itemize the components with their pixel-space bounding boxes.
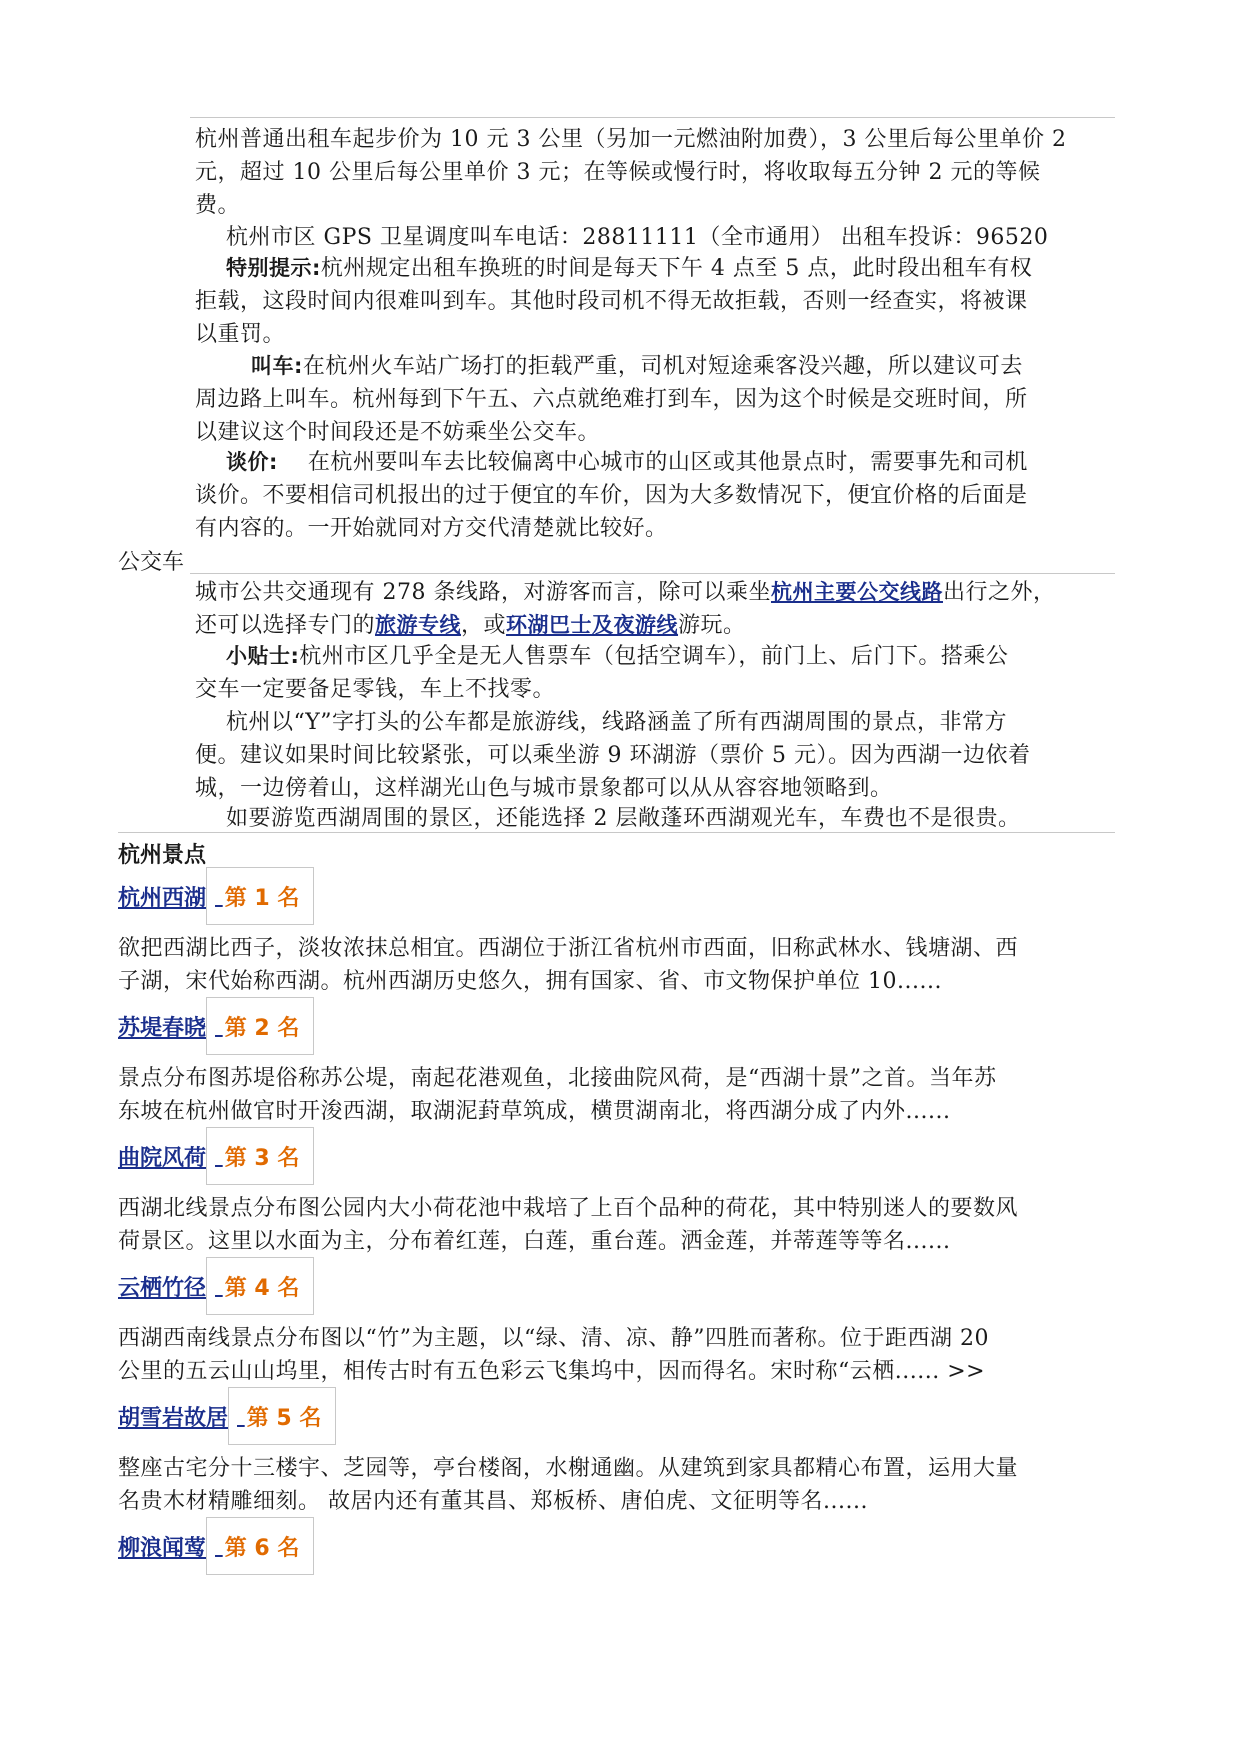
spot-link[interactable]: 柳浪闻莺	[118, 1535, 207, 1561]
text-line	[195, 446, 1028, 479]
spot-row[interactable]	[118, 1126, 314, 1186]
rank-badge	[228, 1387, 336, 1445]
rank-label: 第 5 名	[246, 1405, 322, 1431]
text-line: 西湖北线景点分布图公园内大小荷花池中栽培了上百个品种的荷花，其中特别迷人的要数风	[118, 1196, 1019, 1221]
bus-sightseeing-paragraph	[226, 802, 1021, 835]
spot-row[interactable]	[118, 996, 314, 1056]
text-line: 公里的五云山山坞里，相传古时有五色彩云飞集坞中，因而得名。宋时称“云栖...... >>	[118, 1359, 986, 1384]
text-line	[195, 640, 1008, 673]
rank-label: 第 1 名	[224, 885, 300, 911]
text-span: 城市公共交通现有 278 条线路，对游客而言，除可以乘坐	[195, 580, 771, 605]
spot-description	[118, 1192, 1018, 1258]
text-line	[195, 350, 1028, 383]
spot-row[interactable]	[118, 1516, 314, 1576]
text-line: 周边路上叫车。杭州每到下午五、六点就绝难打到车，因为这个时候是交班时间，所	[195, 387, 1028, 412]
text-span: 游玩。	[678, 613, 746, 638]
text-line: 欲把西湖比西子，淡妆浓抹总相宜。西湖位于浙江省杭州市西面，旧称武林水、钱塘湖、西	[118, 936, 1019, 961]
underline-space	[215, 1274, 223, 1299]
lake-bus-night-tour-link[interactable]: 环湖巴士及夜游线	[506, 613, 679, 637]
bus-tip-paragraph	[195, 640, 1008, 706]
text-line: 便。建议如果时间比较紧张，可以乘坐游 9 环湖游（票价 5 元）。因为西湖一边依着	[195, 743, 1031, 768]
taxi-fare-paragraph	[195, 123, 1066, 222]
text-line	[195, 609, 1056, 642]
rank-badge	[206, 867, 314, 925]
spot-link[interactable]: 杭州西湖	[118, 885, 207, 911]
text-line: 子湖，宋代始称西湖。杭州西湖历史悠久，拥有国家、省、市文物保护单位 10......	[118, 969, 942, 994]
divider	[190, 117, 1115, 118]
underline-space	[215, 1144, 223, 1169]
underline-space	[237, 1404, 245, 1429]
text-line: 荷景区。这里以水面为主，分布着红莲，白莲，重台莲。洒金莲，并蒂莲等等名......	[118, 1229, 951, 1254]
rank-badge	[206, 1257, 314, 1315]
text-line: 拒载，这段时间内很难叫到车。其他时段司机不得无故拒载，否则一经查实，将被课	[195, 289, 1028, 314]
text-span: 还可以选择专门的	[195, 613, 376, 638]
text-line	[195, 576, 1056, 609]
spot-description	[118, 1452, 1018, 1518]
bargain-label: 谈价:	[226, 450, 278, 474]
spot-row[interactable]	[118, 866, 314, 926]
text-span: 在杭州火车站广场打的拒载严重，司机对短途乘客没兴趣，所以建议可去	[302, 354, 1023, 379]
spot-description	[118, 1322, 989, 1388]
divider	[118, 832, 1115, 833]
bus-heading: 公交车	[118, 550, 185, 575]
underline-space	[215, 1014, 223, 1039]
spot-link[interactable]: 曲院风荷	[118, 1145, 207, 1171]
text-line	[195, 706, 1030, 739]
text-line: 整座古宅分十三楼宇、芝园等，亭台楼阁，水榭通幽。从建筑到家具都精心布置，运用大量	[118, 1456, 1019, 1481]
rank-badge	[206, 1127, 314, 1185]
text-line: 以建议这个时间段还是不妨乘坐公交车。	[195, 420, 601, 445]
tip-label: 特别提示:	[226, 256, 321, 280]
underline-space	[215, 884, 223, 909]
spots-heading: 杭州景点	[118, 843, 207, 868]
taxi-tip-paragraph	[195, 252, 1032, 351]
taxi-bargain-paragraph	[195, 446, 1028, 545]
rank-badge	[206, 997, 314, 1055]
text-line: 谈价。不要相信司机报出的过于便宜的车价，因为大多数情况下，便宜价格的后面是	[195, 483, 1028, 508]
text-line	[195, 252, 1032, 285]
text-span: 杭州规定出租车换班的时间是每天下午 4 点至 5 点，此时段出租车有权	[320, 256, 1033, 281]
text-line: 名贵木材精雕细刻。 故居内还有董其昌、郑板桥、唐伯虎、文征明等名......	[118, 1489, 868, 1514]
spot-link[interactable]: 云栖竹径	[118, 1275, 207, 1301]
text-line: 费。	[195, 193, 241, 218]
text-line: 杭州普通出租车起步价为 10 元 3 公里（另加一元燃油附加费），3 公里后每公里单价 2	[195, 127, 1067, 152]
bus-intro-paragraph	[195, 576, 1056, 642]
text-line: 东坡在杭州做官时开浚西湖，取湖泥葑草筑成，横贯湖南北，将西湖分成了内外......	[118, 1099, 951, 1124]
text-span: 出行之外，	[942, 580, 1056, 605]
text-line: 如要游览西湖周围的景区，还能选择 2 层敞蓬环西湖观光车，车费也不是很贵。	[226, 806, 1021, 831]
text-line: 西湖西南线景点分布图以“竹”为主题，以“绿、清、凉、静”四胜而著称。位于距西湖 20	[118, 1326, 989, 1351]
call-label: 叫车:	[251, 354, 303, 378]
text-line: 城，一边傍着山，这样湖光山色与城市景象都可以从从容容地领略到。	[195, 776, 893, 801]
bus-y-lines-paragraph	[195, 706, 1030, 805]
text-span: 杭州市区几乎全是无人售票车（包括空调车），前门上、后门下。搭乘公	[299, 644, 1009, 669]
text-line: 元，超过 10 公里后每公里单价 3 元；在等候或慢行时，将收取每五分钟 2 元的等候	[195, 160, 1041, 185]
text-line: 景点分布图苏堤俗称苏公堤，南起花港观鱼，北接曲院风荷，是“西湖十景”之首。当年苏	[118, 1066, 997, 1091]
spot-link[interactable]: 胡雪岩故居	[118, 1405, 229, 1431]
tip-label: 小贴士:	[226, 644, 300, 668]
text-span: 杭州以“Y”字打头的公车都是旅游线，线路涵盖了所有西湖周围的景点，非常方	[226, 710, 1008, 735]
taxi-call-paragraph	[195, 350, 1028, 449]
underline-space	[215, 1534, 223, 1559]
taxi-phone-paragraph	[226, 221, 1048, 254]
rank-label: 第 2 名	[224, 1015, 300, 1041]
spot-row[interactable]	[118, 1256, 314, 1316]
spot-description	[118, 932, 1018, 998]
rank-label: 第 4 名	[224, 1275, 300, 1301]
spot-row[interactable]	[118, 1386, 336, 1446]
rank-label: 第 6 名	[224, 1535, 300, 1561]
text-span: 在杭州要叫车去比较偏离中心城市的山区或其他景点时，需要事先和司机	[307, 450, 1028, 475]
text-line: 有内容的。一开始就同对方交代清楚就比较好。	[195, 516, 668, 541]
spot-description	[118, 1062, 997, 1128]
divider	[190, 573, 1115, 574]
rank-label: 第 3 名	[224, 1145, 300, 1171]
text-span: ，或	[461, 613, 507, 638]
text-line: 交车一定要备足零钱，车上不找零。	[195, 677, 556, 702]
tour-lines-link[interactable]: 旅游专线	[375, 613, 462, 637]
main-bus-routes-link[interactable]: 杭州主要公交线路	[770, 580, 943, 604]
text-line: 以重罚。	[195, 322, 286, 347]
rank-badge	[206, 1517, 314, 1575]
spot-link[interactable]: 苏堤春晓	[118, 1015, 207, 1041]
text-line: 杭州市区 GPS 卫星调度叫车电话：28811111（全市通用） 出租车投诉：96520	[226, 225, 1049, 250]
